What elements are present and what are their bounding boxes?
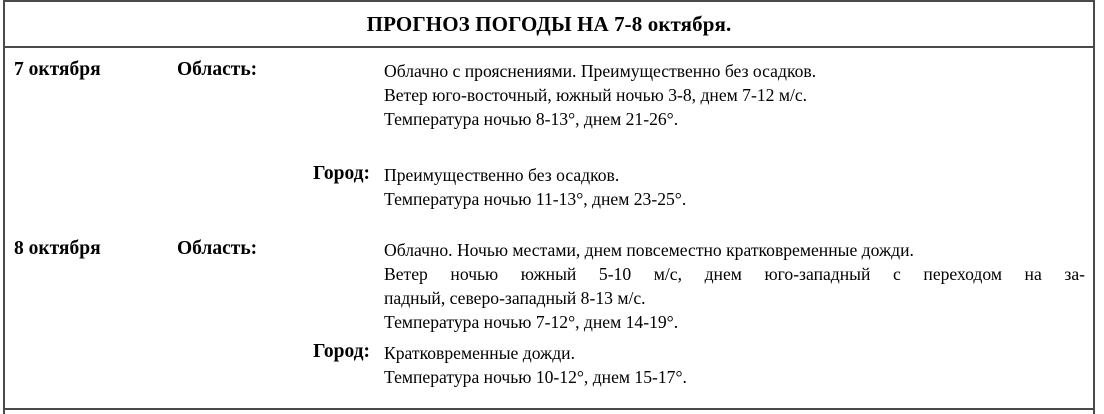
oblast-forecast — [384, 238, 1085, 334]
title-divider — [3, 46, 1095, 48]
top-border — [3, 0, 1095, 2]
forecast-line: Температура ночью 7-12°, днем 14-19°. — [384, 312, 679, 332]
forecast-line: Температура ночью 8-13°, днем 21-26°. — [384, 109, 679, 129]
day-date: 8 октября — [14, 238, 101, 259]
forecast-line: Ветер ночью южный 5-10 м/с, днем юго-западный с переходом на за- — [384, 264, 1085, 284]
gorod-label: Город: — [313, 163, 370, 184]
forecast-title: ПРОГНОЗ ПОГОДЫ НА 7-8 октября. — [366, 12, 732, 36]
forecast-line: Преимущественно без осадков. — [384, 165, 620, 185]
forecast-line: падный, северо-западный 8-13 м/с. — [384, 288, 646, 308]
forecast-line: Температура ночью 11-13°, днем 23-25°. — [384, 189, 687, 209]
forecast-line: Облачно с прояснениями. Преимущественно без осадков. — [384, 61, 817, 81]
forecast-line: Облачно. Ночью местами, днем повсеместно кратковременные дожди. — [384, 240, 914, 260]
forecast-line: Ветер юго-восточный, южный ночью 3-8, днем 7-12 м/с. — [384, 85, 808, 105]
gorod-forecast — [384, 341, 687, 389]
gorod-label: Город: — [313, 341, 370, 362]
oblast-label: Область: — [177, 59, 258, 80]
oblast-forecast — [384, 59, 816, 131]
oblast-label: Область: — [177, 238, 258, 259]
forecast-line: Температура ночью 10-12°, днем 15-17°. — [384, 367, 687, 387]
bottom-divider — [3, 408, 1095, 410]
gorod-forecast — [384, 163, 686, 211]
forecast-line: Кратковременные дожди. — [384, 343, 575, 363]
day-date: 7 октября — [14, 59, 101, 80]
